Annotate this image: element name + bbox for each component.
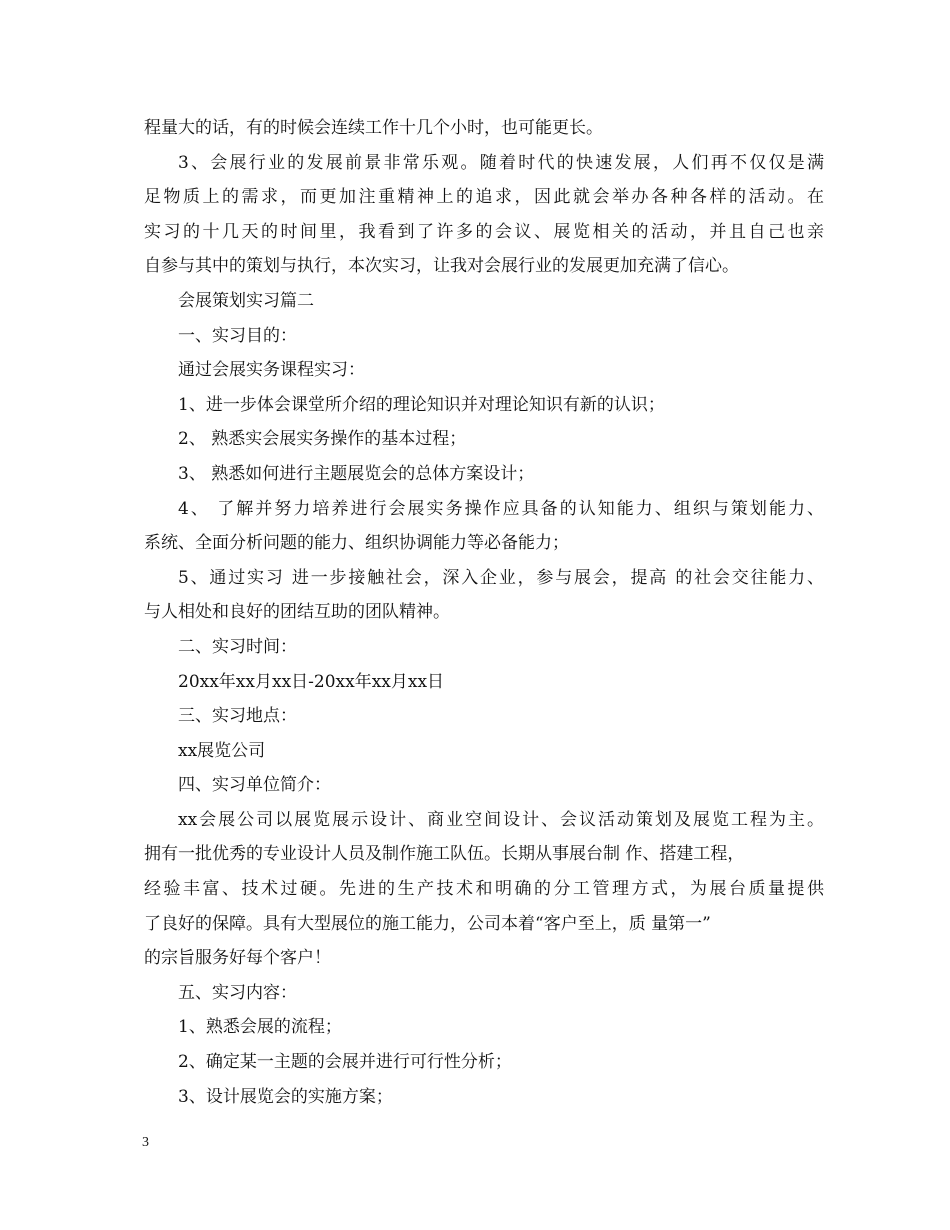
- list-item: 4、 了解并努力培养进行会展实务操作应具备的认知能力、组织与策划能力、: [178, 498, 824, 519]
- text-line: 系统、全面分析问题的能力、组织协调能力等必备能力；: [144, 533, 569, 554]
- section-heading: 二、实习时间：: [178, 636, 297, 657]
- section-heading: 五、实习内容：: [178, 982, 297, 1003]
- text-line: xx会展公司以展览展示设计、商业空间设计、会议活动策划及展览工程为主。: [178, 809, 824, 830]
- text-line: 3、会展行业的发展前景非常乐观。随着时代的快速发展，人们再不仅仅是满: [178, 152, 824, 173]
- text-line: 经验丰富、技术过硬。先进的生产技术和明确的分工管理方式，为展台质量提供: [144, 879, 824, 900]
- text-line: 自参与其中的策划与执行，本次实习，让我对会展行业的发展更加充满了信心。: [144, 256, 739, 277]
- list-item: 5、通过实习 进一步接触社会，深入企业，参与展会，提高 的社会交往能力、: [178, 567, 824, 588]
- list-item: 3、设计展览会的实施方案；: [178, 1086, 393, 1107]
- text-line: 实习的十几天的时间里，我看到了许多的会议、展览相关的活动，并且自己也亲: [144, 221, 824, 242]
- section-heading: 一、实习目的：: [178, 325, 297, 346]
- text-line: 20xx年xx月xx日-20xx年xx月xx日: [178, 671, 445, 692]
- text-line: 通过会展实务课程实习：: [178, 360, 365, 381]
- text-line: 拥有一批优秀的专业设计人员及制作施工队伍。长期从事展台制 作、搭建工程，: [144, 844, 745, 865]
- text-line: 足物质上的需求，而更加注重精神上的追求，因此就会举办各种各样的活动。在: [144, 187, 824, 208]
- text-line: xx展览公司: [178, 740, 266, 761]
- page-number: 3: [142, 1135, 149, 1150]
- section-heading: 四、实习单位简介：: [178, 775, 331, 796]
- list-item: 2、确定某一主题的会展并进行可行性分析；: [178, 1052, 512, 1073]
- list-item: 3、 熟悉如何进行主题展览会的总体方案设计；: [178, 463, 535, 484]
- list-item: 1、进一步体会课堂所介绍的理论知识并对理论知识有新的认识；: [178, 394, 665, 415]
- text-line: 程量大的话，有的时候会连续工作十几个小时，也可能更长。: [144, 118, 603, 138]
- section-heading: 三、实习地点：: [178, 706, 297, 727]
- text-line: 了良好的保障。具有大型展位的施工能力，公司本着“客户至上，质 量第一”: [144, 913, 711, 934]
- list-item: 1、熟悉会展的流程；: [178, 1017, 342, 1038]
- text-line: 与人相处和良好的团结互助的团队精神。: [144, 602, 450, 623]
- body-text: [144, 111, 824, 1114]
- section-heading: 会展策划实习篇二: [178, 290, 314, 311]
- list-item: 2、 熟悉实会展实务操作的基本过程；: [178, 429, 467, 450]
- text-line: 的宗旨服务好每个客户！: [144, 948, 331, 969]
